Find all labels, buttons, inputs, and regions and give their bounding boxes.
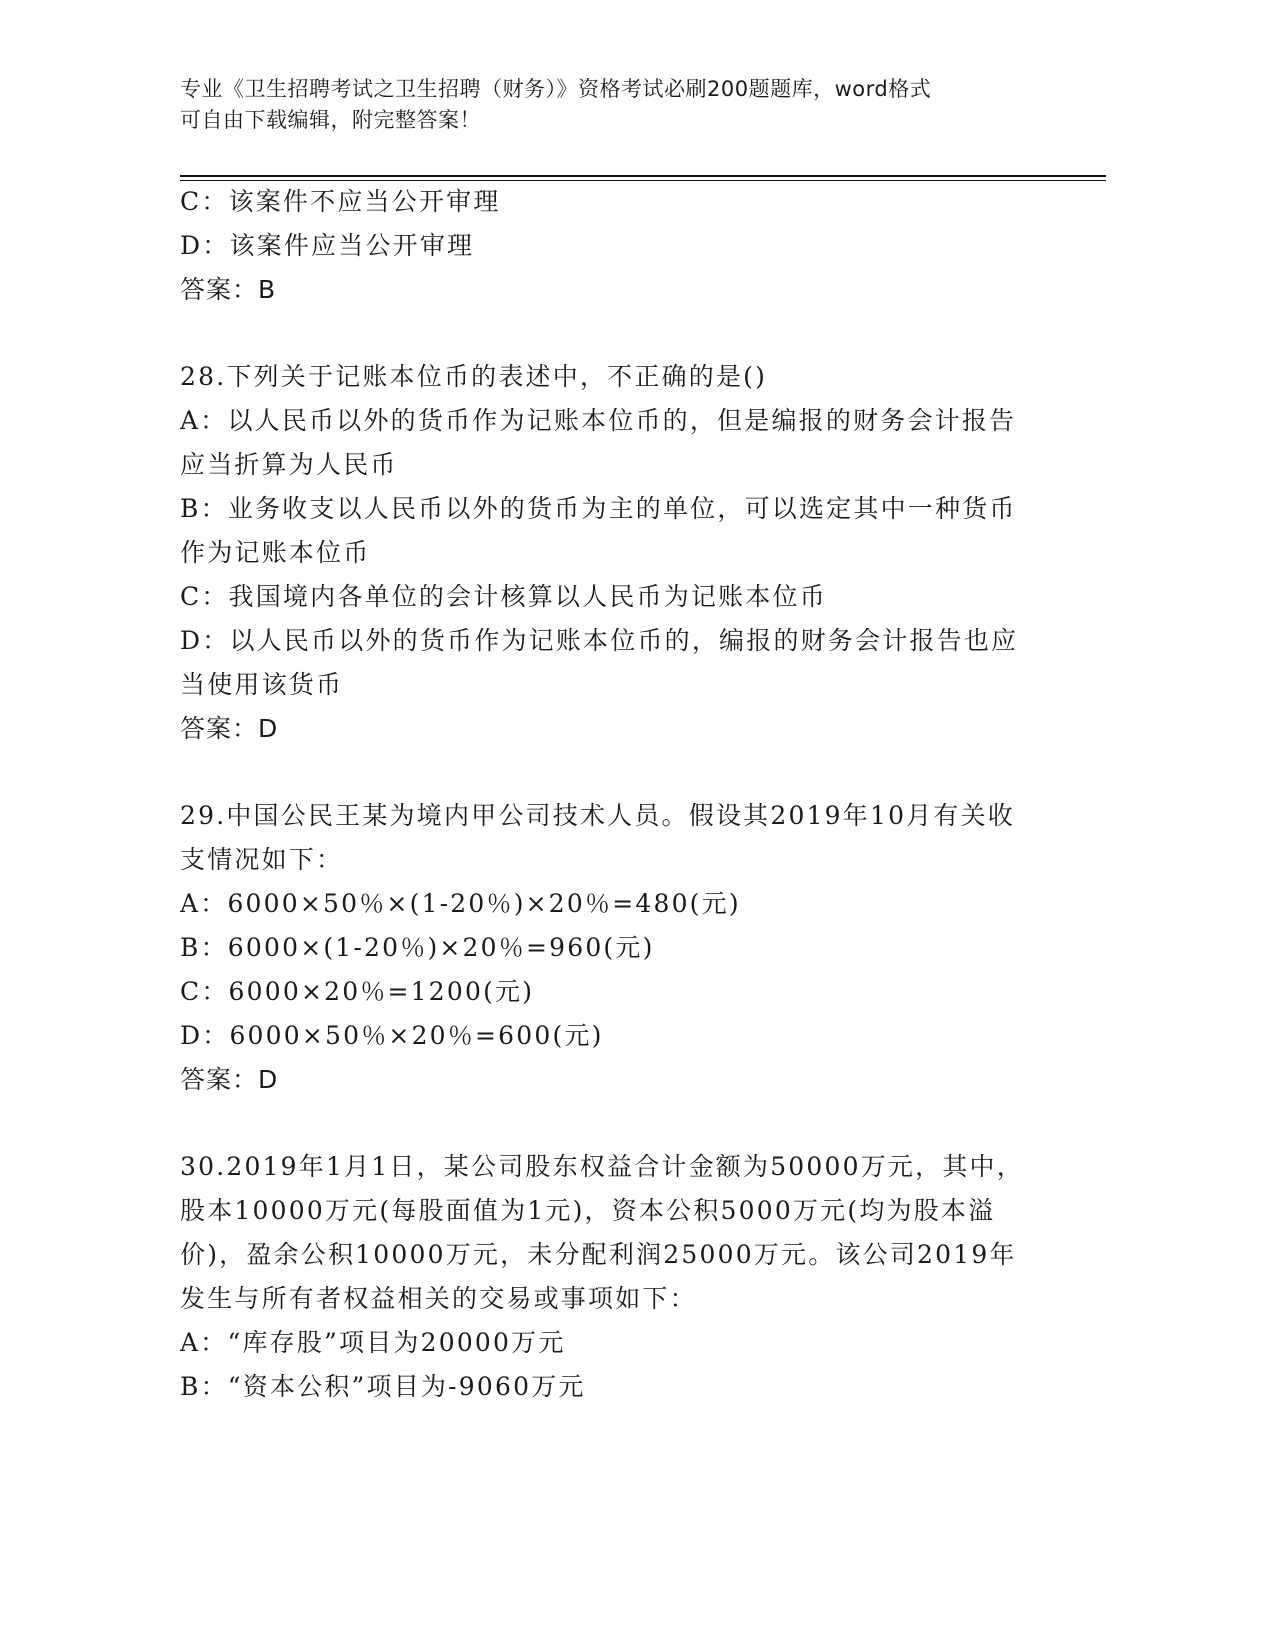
header-title-line-1: 专业《卫生招聘考试之卫生招聘（财务）》资格考试必刷200题题库，word格式 — [180, 77, 932, 101]
q28-option-a-line-1: A：以人民币以外的货币作为记账本位币的，但是编报的财务会计报告 — [180, 406, 1017, 435]
q28-stem: 28.下列关于记账本位币的表述中，不正确的是() — [180, 362, 768, 391]
q28-option-c: C：我国境内各单位的会计核算以人民币为记账本位币 — [180, 582, 827, 611]
document-header — [180, 74, 1040, 136]
q30-stem-line-3: 价)，盈余公积10000万元，未分配利润25000万元。该公司2019年 — [180, 1240, 1017, 1269]
q27-answer: 答案：B — [180, 275, 277, 304]
q28-option-b-line-1: B：业务收支以人民币以外的货币为主的单位，可以选定其中一种货币 — [180, 494, 1017, 523]
question-27-block — [180, 180, 1060, 312]
q30-option-a: A：“库存股”项目为20000万元 — [180, 1328, 566, 1357]
header-divider-thick — [180, 175, 1106, 177]
q29-answer: 答案：D — [180, 1065, 279, 1094]
q27-option-c: C：该案件不应当公开审理 — [180, 187, 501, 216]
q28-answer: 答案：D — [180, 714, 279, 743]
spacer — [180, 312, 1060, 355]
q29-option-c: C：6000×20％=1200(元) — [180, 977, 535, 1006]
q28-option-b-line-2: 作为记账本位币 — [180, 538, 371, 567]
q29-option-a: A：6000×50％×(1-20％)×20％=480(元) — [180, 889, 741, 918]
q30-stem-line-4: 发生与所有者权益相关的交易或事项如下： — [180, 1284, 697, 1313]
q28-option-a-line-2: 应当折算为人民币 — [180, 450, 398, 479]
question-28-block — [180, 355, 1060, 751]
spacer — [180, 751, 1060, 794]
question-30-block — [180, 1145, 1060, 1409]
q29-option-d: D：6000×50％×20％=600(元) — [180, 1021, 604, 1050]
q29-stem-line-2: 支情况如下： — [180, 845, 344, 874]
question-content — [180, 180, 1060, 1409]
header-title-line-2: 可自由下载编辑，附完整答案！ — [180, 108, 481, 132]
q27-option-d: D：该案件应当公开审理 — [180, 231, 475, 260]
q29-stem-line-1: 29.中国公民王某为境内甲公司技术人员。假设其2019年10月有关收 — [180, 801, 1015, 830]
q28-option-d-line-2: 当使用该货币 — [180, 670, 344, 699]
q30-option-b: B：“资本公积”项目为-9060万元 — [180, 1372, 586, 1401]
q30-stem-line-2: 股本10000万元(每股面值为1元)，资本公积5000万元(均为股本溢 — [180, 1196, 996, 1225]
question-29-block — [180, 794, 1060, 1102]
spacer — [180, 1102, 1060, 1145]
q28-option-d-line-1: D：以人民币以外的货币作为记账本位币的，编报的财务会计报告也应 — [180, 626, 1019, 655]
q29-option-b: B：6000×(1-20％)×20％=960(元) — [180, 933, 655, 962]
q30-stem-line-1: 30.2019年1月1日，某公司股东权益合计金额为50000万元，其中， — [180, 1152, 1024, 1181]
